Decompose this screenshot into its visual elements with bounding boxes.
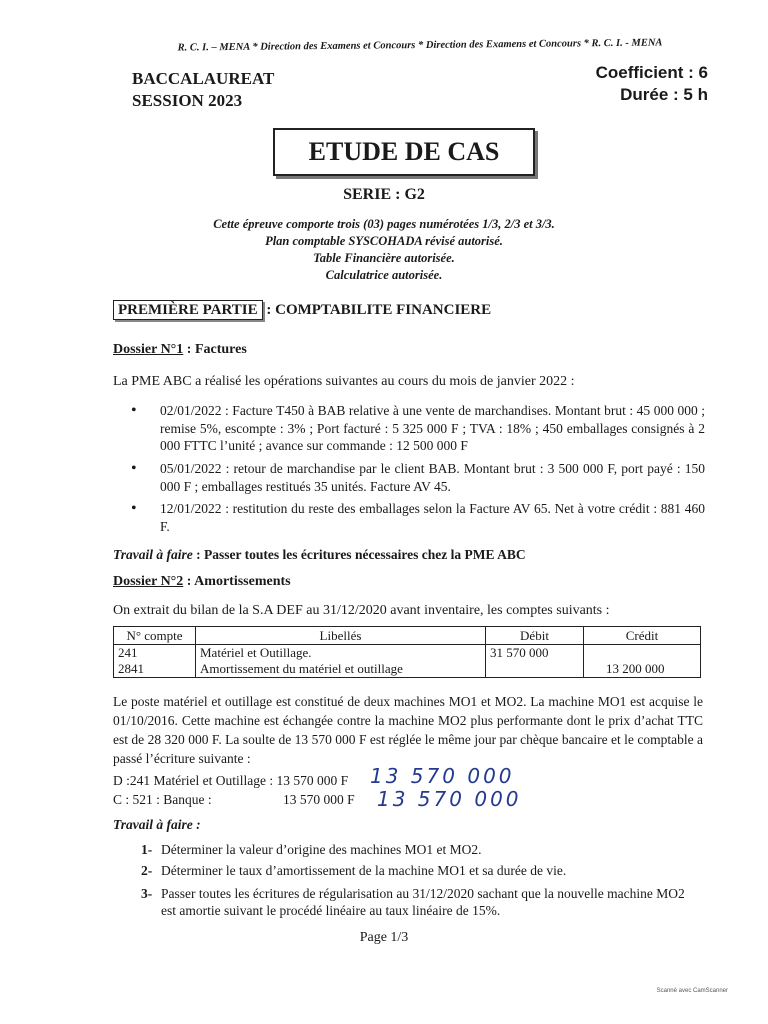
part-label: PREMIÈRE PARTIE — [113, 300, 263, 320]
list-item: 12/01/2022 : restitution du reste des emballages selon la Facture AV 65. Net à votre crédit : 881 460 F. — [160, 501, 705, 534]
dossier2-text: Le poste matériel et outillage est constitué de deux machines MO1 et MO2. La machine MO1 est acquise le 01/10/2016. Cette machine est échangée contre la machine MO2 plus performante dont le prix d’achat TTC est de 28 320 000 F. La soulte de 13 570 000 F est réglée le même jour par chèque bancaire et le comptable a passé l’écriture suivante : — [113, 694, 703, 766]
column-header: N° compte — [114, 627, 196, 645]
column-header: Débit — [486, 627, 584, 645]
entry-amount: 13 570 000 F — [283, 792, 355, 807]
instruction-line: Calculatrice autorisée. — [325, 268, 443, 282]
dossier1-intro: La PME ABC a réalisé les opérations suivantes au cours du mois de janvier 2022 : — [113, 374, 575, 389]
table-cell: Matériel et Outillage. — [200, 645, 312, 660]
entry-amount: 13 570 000 F — [276, 773, 349, 788]
bullet-icon: • — [131, 402, 137, 419]
dossier1-heading — [113, 342, 247, 358]
dossier2-task — [113, 817, 201, 833]
part-heading — [113, 302, 491, 319]
exam-session: SESSION 2023 — [132, 91, 243, 110]
task-label: Travail à faire — [113, 547, 193, 562]
handwritten-annotation: 13 570 000 — [370, 764, 515, 788]
column-header: Libellés — [196, 627, 486, 645]
table-cell: 2841 — [118, 661, 144, 676]
dossier2-intro: On extrait du bilan de la S.A DEF au 31/12/2020 avant inventaire, les comptes suivants : — [113, 603, 610, 618]
dossier2-heading — [113, 574, 291, 590]
table-cell: 13 200 000 — [606, 661, 665, 676]
page-title: ETUDE DE CAS — [273, 128, 535, 176]
header-ministry-line: R. C. I. – MENA * Direction des Examens et Concours * Direction des Examens et Concours * R. C. I. - MENA — [177, 37, 663, 54]
table-row — [114, 645, 701, 678]
table-cell: 31 570 000 — [490, 645, 549, 660]
handwritten-annotation: 13 570 000 — [377, 787, 522, 811]
question-text: Déterminer la valeur d’origine des machines MO1 et MO2. — [161, 842, 482, 857]
exam-coefficient: Coefficient : 6 — [595, 63, 708, 82]
table-cell — [588, 645, 696, 661]
list-item: 02/01/2022 : Facture T450 à BAB relative à une vente de marchandises. Montant brut : 45 000 000 ; remise 5%, escompte : 3% ; Port facturé : 5 325 000 F ; TVA : 18% ; 450 emballages consignés à 2 000 FTTC l’unité ; avance sur commande : 12 500 000 F — [160, 403, 705, 453]
table-header-row — [114, 627, 701, 645]
exam-serie: SERIE : G2 — [343, 186, 425, 203]
question-text: Déterminer le taux d’amortissement de la machine MO1 et sa durée de vie. — [161, 863, 567, 878]
task-text: : Passer toutes les écritures nécessaires chez la PME ABC — [192, 547, 526, 562]
journal-entry-debit — [113, 771, 348, 790]
exam-duration: Durée : 5 h — [620, 85, 708, 104]
bullet-icon: • — [131, 500, 137, 517]
question-item — [141, 885, 685, 918]
question-number: 1- — [141, 842, 153, 857]
dossier1-title: : Factures — [183, 342, 247, 357]
column-header: Crédit — [584, 627, 701, 645]
exam-instructions — [0, 216, 768, 284]
page-number: Page 1/3 — [359, 930, 409, 945]
instruction-line: Cette épreuve comporte trois (03) pages numérotées 1/3, 2/3 et 3/3. — [213, 217, 555, 231]
instruction-line: Table Financière autorisée. — [313, 251, 455, 265]
dossier1-task — [113, 547, 526, 563]
question-item — [141, 862, 567, 879]
dossier2-label: Dossier N°2 — [113, 574, 184, 589]
dossier2-title: : Amortissements — [183, 574, 291, 589]
exam-name: BACCALAUREAT — [132, 69, 275, 88]
exam-header — [132, 68, 274, 112]
question-number: 3- — [141, 886, 153, 901]
instruction-line: Plan comptable SYSCOHADA révisé autorisé. — [265, 234, 503, 248]
task-label: Travail à faire : — [113, 817, 201, 832]
part-title: : COMPTABILITE FINANCIERE — [266, 302, 492, 318]
entry-label: D :241 Matériel et Outillage : — [113, 773, 277, 788]
scanner-watermark: Scanné avec CamScanner — [656, 988, 728, 994]
list-item: 05/01/2022 : retour de marchandise par le client BAB. Montant brut : 3 500 000 F, port payé : 150 000 F ; emballages restitués 35 unités. Facture AV 45. — [160, 461, 705, 494]
journal-entry-credit — [113, 790, 355, 809]
dossier1-label: Dossier N°1 — [113, 342, 184, 357]
ledger-table — [113, 626, 701, 678]
bullet-icon: • — [131, 460, 137, 477]
exam-coefficient-block — [596, 62, 708, 106]
question-number: 2- — [141, 863, 153, 878]
table-cell: Amortissement du matériel et outillage — [200, 661, 403, 676]
entry-label: C : 521 : Banque : — [113, 792, 212, 807]
table-cell: 241 — [118, 645, 138, 660]
question-text: Passer toutes les écritures de régularisation au 31/12/2020 sachant que la nouvelle machine MO2 est amortie suivant le procédé linéaire au taux linéaire de 15%. — [161, 886, 685, 918]
question-item — [141, 841, 482, 858]
